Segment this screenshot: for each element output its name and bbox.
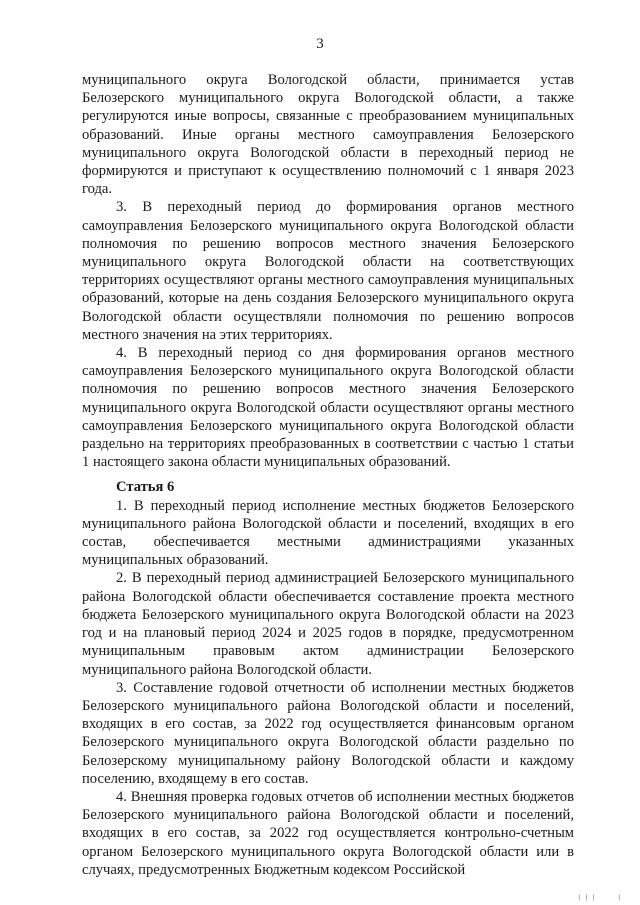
article-paragraph-1: 1. В переходный период исполнение местных бюджетов Белозерского муниципального района Вологодской области и поселений, входящих в его состав, обеспечивается местными администрациями указанных муниципальных образований.: [82, 497, 574, 569]
paragraph-item-3: 3. В переходный период до формирования органов местного самоуправления Белозерского муниципального округа Вологодской области полномочия по решению вопросов местного значения Белозерского муниципального округа Вологодской области на соответствующих территориях осуществляют органы местного самоуправления муниципальных образований, которые на день создания Белозерского муниципального округа Вологодской области осуществляли полномочия по решению вопросов местного значения на этих территориях.: [82, 199, 574, 343]
article-paragraph-2: 2. В переходный период администрацией Белозерского муниципального района Вологодской области обеспечивается составление проекта местного бюджета Белозерского муниципального округа Вологодской области на 2023 год и на плановый период 2024 и 2025 годов в порядке, предусмотренном муниципальным правовым актом администрации Белозерского муниципального района Вологодской области.: [82, 570, 574, 678]
article-heading: Статья 6: [116, 479, 175, 496]
document-body: [82, 71, 574, 879]
page-number: 3: [316, 36, 324, 52]
article-paragraph-4: 4. Внешняя проверка годовых отчетов об исполнении местных бюджетов Белозерского муниципального района Вологодской области и поселений, входящих в его состав, за 2022 год осуществляется контрольно-счетным органом Белозерского муниципального округа Вологодской области или в случаях, предусмотренных Бюджетным кодексом Российской: [82, 788, 574, 878]
paragraph-item-4: 4. В переходный период со дня формирования органов местного самоуправления Белозерского муниципального округа Вологодской области полномочия по решению вопросов местного значения Белозерского муниципального округа Вологодской области осуществляют органы местного самоуправления Белозерского муниципального округа Вологодской области раздельно на территориях преобразованных в соответствии с частью 1 статьи 1 настоящего закона области муниципальных образований.: [82, 345, 574, 471]
scan-artifact-mark: | | | |: [578, 895, 622, 901]
article-paragraph-3: 3. Составление годовой отчетности об исполнении местных бюджетов Белозерского муниципального района Вологодской области и поселений, входящих в его состав, за 2022 год осуществляется финансовым органом Белозерского муниципального округа Вологодской области раздельно по Белозерскому муниципальному району Вологодской области и каждому поселению, входящему в его состав.: [82, 679, 574, 787]
paragraph-continuation: муниципального округа Вологодской области, принимается устав Белозерского муниципального округа Вологодской области, а также регулируются иные вопросы, связанные с преобразованием муниципальных образований. Иные органы местного самоуправления Белозерского муниципального округа Вологодской области в переходный период не формируются и приступают к осуществлению полномочий с 1 января 2023 года.: [82, 72, 574, 198]
